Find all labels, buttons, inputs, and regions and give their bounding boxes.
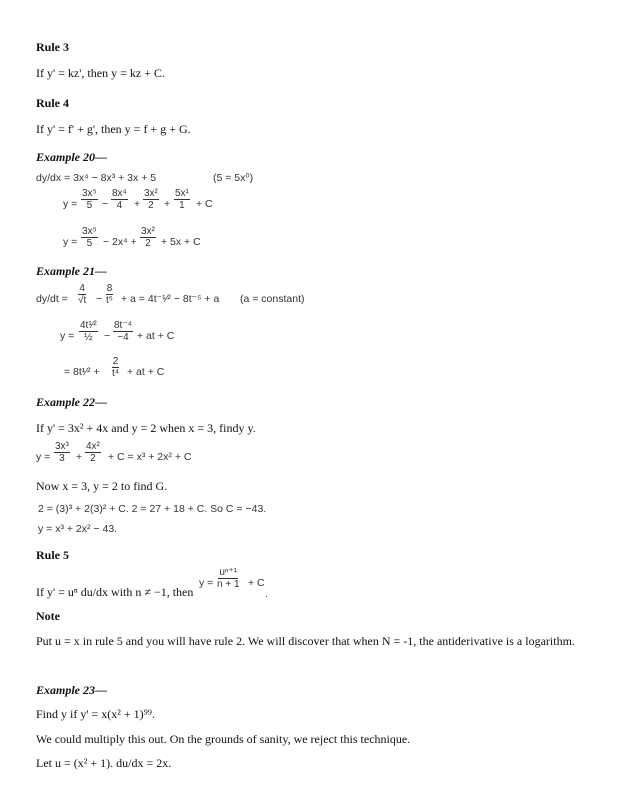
- example21-frac3: 4t¹⁄² ½: [80, 320, 97, 343]
- rule4-heading: Rule 4: [36, 96, 69, 110]
- rule5-heading: Rule 5: [36, 548, 69, 562]
- example23-find: Find y if y' = x(x² + 1)⁹⁹.: [36, 707, 155, 721]
- note-text: Put u = x in rule 5 and you will have rule 2. We will discover that when N = -1, the antiderivative is a logarithm.: [36, 634, 575, 648]
- note-heading: Note: [36, 609, 60, 623]
- example21-c-start: = 8t¹⁄² +: [64, 366, 100, 378]
- example20-frac4: $\frac{\text{5x¹}}{1}$: [175, 188, 189, 211]
- example21-frac2: $\frac{8}{\text{t⁵}}$: [106, 283, 113, 306]
- rule5-text: If y' = uⁿ du/dx with n ≠ −1, then: [36, 585, 194, 599]
- example20-minus: −: [102, 198, 109, 210]
- example23-let: Let u = (x² + 1). du/dx = 2x.: [36, 756, 172, 770]
- example20-frac3: $\frac{\text{3x²}}{2}$: [144, 188, 158, 211]
- example20-frac2: $\frac{\text{8x⁴}}{4}$: [112, 188, 127, 211]
- example20-frac1: $\frac{\text{3x⁵}}{5}$: [82, 188, 97, 211]
- example22-now: Now x = 3, y = 2 to find G.: [36, 479, 168, 493]
- example23-heading: Example 23—: [36, 683, 107, 697]
- rule3-heading: Rule 3: [36, 40, 69, 54]
- example21-frac4: $\frac{\text{8t⁻⁴}}{-4}$: [114, 320, 132, 343]
- example20-plus-c: + C: [196, 198, 213, 210]
- example20-end: + 5x + C: [161, 236, 201, 248]
- example22-frac2: $\frac{\text{4x²}}{2}$: [86, 441, 100, 464]
- example21-minus: −: [96, 293, 103, 305]
- example20-y-eq: y =: [63, 198, 78, 210]
- rule4-text: If y' = f' + g', then y = f + g + G.: [36, 122, 191, 136]
- rule5-y-eq: y =: [199, 577, 214, 589]
- example20-y-eq-2: y =: [63, 236, 78, 248]
- example23-multiply: We could multiply this out. On the grounds of sanity, we reject this technique.: [36, 732, 411, 746]
- example20-plus2: +: [164, 198, 171, 210]
- example22-tail: + C = x³ + 2x² + C: [108, 451, 192, 463]
- example22-text: If y' = 3x² + 4x and y = 2 when x = 3, findy y.: [36, 421, 256, 435]
- example21-frac1: $\frac{4}{√t}$: [78, 283, 87, 306]
- example20-heading: Example 20—: [36, 150, 107, 164]
- example21-dydt: dy/dt =: [36, 293, 68, 305]
- rule3-text: If y' = kz', then y = kz + C.: [36, 66, 165, 80]
- example20-frac5: $\frac{\text{3x⁵}}{5}$: [82, 226, 97, 249]
- example21-note: (a = constant): [240, 293, 305, 305]
- example21-heading: Example 21—: [36, 264, 107, 278]
- example21-minus-2: −: [104, 330, 111, 342]
- example20-mid: − 2x⁴ +: [103, 236, 137, 248]
- example21-tail: + a = 4t⁻¹⁄² − 8t⁻⁵ + a: [121, 293, 220, 305]
- example21-y-eq: y =: [60, 330, 75, 342]
- example22-frac1: $\frac{\text{3x³}}{3}$: [55, 441, 69, 464]
- example20-plus1: +: [134, 198, 141, 210]
- example22-plus: +: [76, 451, 83, 463]
- example22-heading: Example 22—: [36, 395, 107, 409]
- example22-calc: 2 = (3)³ + 2(3)² + C. 2 = 27 + 18 + C. So C = −43.: [38, 503, 267, 515]
- example20-dydx: dy/dx = 3x⁴ − 8x³ + 3x + 5: [36, 172, 157, 184]
- rule5-period: .: [265, 588, 268, 600]
- example21-c-tail: + at + C: [127, 366, 165, 378]
- example22-y-eq: y =: [36, 451, 51, 463]
- example20-frac6: $\frac{\text{3x²}}{2}$: [141, 226, 155, 249]
- example21-frac5: $\frac{2}{\text{t⁴}}$: [112, 356, 120, 379]
- rule5-plus-c: + C: [248, 577, 265, 589]
- example22-result: y = x³ + 2x² − 43.: [38, 523, 118, 535]
- example20-note: (5 = 5x⁰): [213, 172, 254, 184]
- example21-b-tail: + at + C: [137, 330, 175, 342]
- rule5-frac: $\frac{\text{uⁿ⁺¹}}{n + 1}$: [217, 567, 240, 590]
